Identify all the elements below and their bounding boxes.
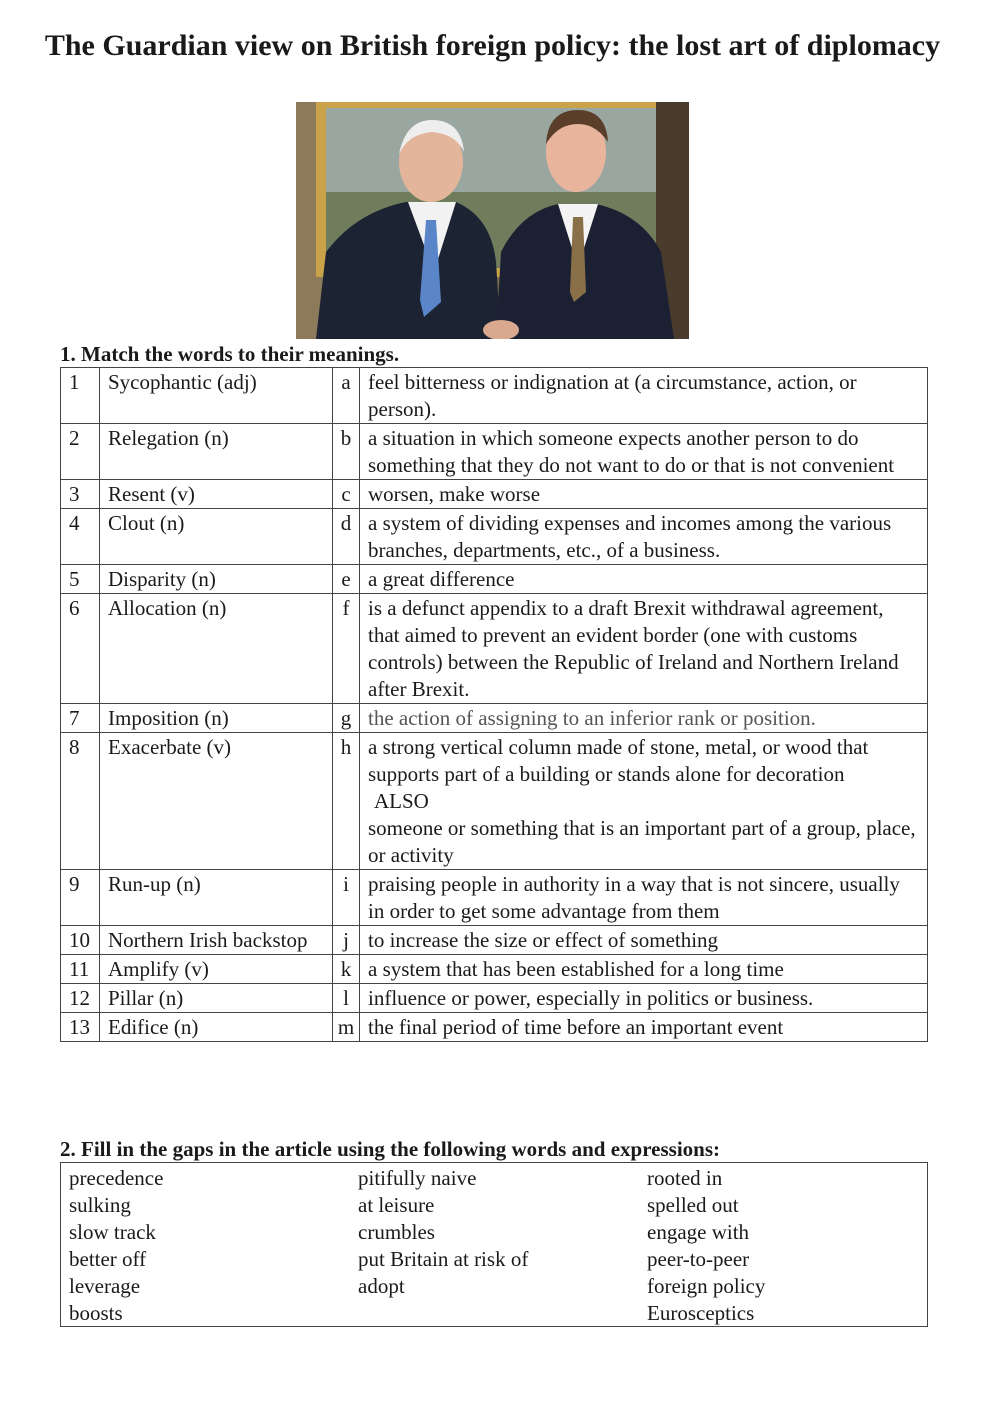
row-number: 9 [61,870,100,926]
word-bank-item: slow track [69,1220,156,1244]
word-bank-item: boosts [69,1301,123,1325]
definition-text: a situation in which someone expects another person to do something that they do not want to do or that is not convenient [368,426,895,477]
row-number: 10 [61,926,100,955]
row-number: 1 [61,368,100,424]
row-number: 8 [61,733,100,870]
table-row [61,984,928,1013]
table-row [61,870,928,926]
row-number: 6 [61,594,100,704]
word-bank-item: Eurosceptics [647,1301,755,1325]
table-row [61,733,928,870]
definition-cell [360,480,928,509]
definition-text: a strong vertical column made of stone, metal, or wood that supports part of a building or stands alone for decoration [368,735,869,786]
definition-letter: i [333,870,360,926]
definition-letter: b [333,424,360,480]
photo-two-men-portrait-icon [296,102,689,339]
table-row [61,955,928,984]
definition-cell [360,509,928,565]
word-bank-column [358,1165,528,1300]
row-number: 13 [61,1013,100,1042]
word-bank-item: precedence [69,1166,164,1190]
vocabulary-word: Disparity (n) [100,565,333,594]
definition-text-secondary: someone or something that is an important part of a group, place, or activity [368,816,916,867]
definition-text: a great difference [368,567,515,591]
vocabulary-word: Clout (n) [100,509,333,565]
vocabulary-word: Pillar (n) [100,984,333,1013]
word-bank [60,1162,928,1327]
vocabulary-word: Allocation (n) [100,594,333,704]
also-label: ALSO [374,789,429,813]
row-number: 11 [61,955,100,984]
matching-table [60,367,928,1042]
definition-cell [360,594,928,704]
definition-text: is a defunct appendix to a draft Brexit withdrawal agreement, that aimed to prevent an evident border (one with customs controls) between the Republic of Ireland and Northern Ireland after Brexit. [368,596,899,701]
word-bank-item: peer-to-peer [647,1247,750,1271]
article-photo [296,102,689,339]
word-bank-item: put Britain at risk of [358,1247,529,1271]
definition-cell [360,565,928,594]
definition-cell [360,870,928,926]
word-bank-item: leverage [69,1274,141,1298]
definition-text: the action of assigning to an inferior rank or position. [368,706,816,730]
table-row [61,565,928,594]
vocabulary-word: Northern Irish backstop [100,926,333,955]
definition-text: praising people in authority in a way that is not sincere, usually in order to get some advantage from them [368,872,900,923]
word-bank-item: better off [69,1247,147,1271]
word-bank-item: foreign policy [647,1274,766,1298]
row-number: 2 [61,424,100,480]
word-bank-column [647,1165,765,1327]
vocabulary-word: Amplify (v) [100,955,333,984]
row-number: 5 [61,565,100,594]
table-row [61,926,928,955]
definition-text: the final period of time before an important event [368,1015,784,1039]
word-bank-item: adopt [358,1274,405,1298]
definition-cell [360,955,928,984]
definition-letter: c [333,480,360,509]
vocabulary-word: Exacerbate (v) [100,733,333,870]
definition-letter: m [333,1013,360,1042]
vocabulary-word: Sycophantic (adj) [100,368,333,424]
table-row [61,704,928,733]
word-bank-item: engage with [647,1220,750,1244]
row-number: 12 [61,984,100,1013]
definition-text: feel bitterness or indignation at (a circumstance, action, or person). [368,370,857,421]
definition-text: to increase the size or effect of something [368,928,719,952]
definition-cell [360,704,928,733]
vocabulary-word: Relegation (n) [100,424,333,480]
table-row [61,1013,928,1042]
word-bank-item: at leisure [358,1193,435,1217]
section1-heading: 1. Match the words to their meanings. [60,342,400,366]
definition-letter: f [333,594,360,704]
table-row [61,594,928,704]
definition-letter: l [333,984,360,1013]
vocabulary-word: Run-up (n) [100,870,333,926]
definition-letter: h [333,733,360,870]
vocabulary-word: Edifice (n) [100,1013,333,1042]
definition-text: worsen, make worse [368,482,541,506]
definition-text: a system that has been established for a long time [368,957,784,981]
definition-cell [360,368,928,424]
word-bank-column [69,1165,163,1327]
table-row [61,480,928,509]
definition-cell [360,1013,928,1042]
row-number: 7 [61,704,100,733]
table-row [61,368,928,424]
definition-cell [360,926,928,955]
definition-letter: g [333,704,360,733]
definition-letter: a [333,368,360,424]
word-bank-item: crumbles [358,1220,435,1244]
definition-letter: e [333,565,360,594]
vocabulary-word: Resent (v) [100,480,333,509]
page-title: The Guardian view on British foreign policy: the lost art of diplomacy [44,29,941,62]
definition-letter: d [333,509,360,565]
definition-letter: k [333,955,360,984]
row-number: 3 [61,480,100,509]
word-bank-item: spelled out [647,1193,739,1217]
definition-cell [360,424,928,480]
definition-letter: j [333,926,360,955]
definition-text: influence or power, especially in politics or business. [368,986,814,1010]
row-number: 4 [61,509,100,565]
word-bank-item: rooted in [647,1166,723,1190]
vocabulary-word: Imposition (n) [100,704,333,733]
word-bank-item: pitifully naive [358,1166,477,1190]
table-row [61,509,928,565]
section2-heading: 2. Fill in the gaps in the article using the following words and expressions: [60,1137,721,1161]
word-bank-item: sulking [69,1193,131,1217]
table-row [61,424,928,480]
definition-text: a system of dividing expenses and incomes among the various branches, departments, etc., of a business. [368,511,892,562]
definition-cell [360,984,928,1013]
definition-cell [360,733,928,870]
